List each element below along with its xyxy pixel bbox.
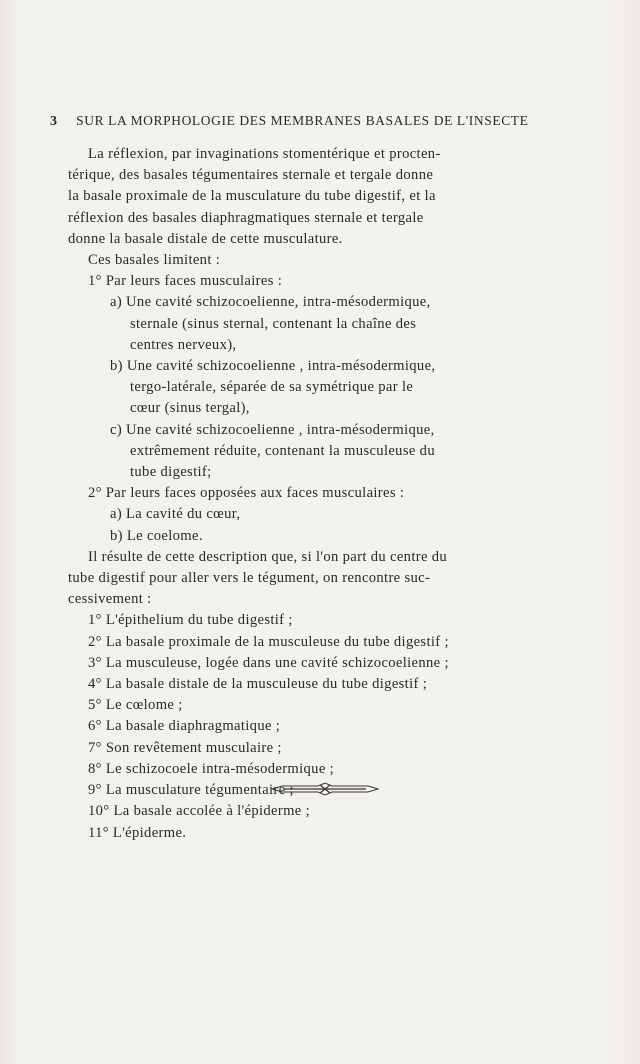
- sub-list-item: b) Le coelome.: [110, 527, 203, 544]
- body-text: [68, 144, 588, 844]
- text-line: Ces basales limitent :: [88, 252, 221, 269]
- text-line: Il résulte de cette description que, si l'on part du centre du: [88, 548, 448, 565]
- text-line: La réflexion, par invaginations stomentérique et procten-: [88, 146, 441, 162]
- text-line: cœur (sinus tergal),: [130, 400, 250, 417]
- list-item: 3° La musculeuse, logée dans une cavité schizocoelienne ;: [88, 654, 449, 671]
- list-item: 8° Le schizocoele intra-mésodermique ;: [88, 760, 335, 777]
- text-line: térique, des basales tégumentaires sternale et tergale donne: [68, 167, 434, 184]
- sub-list-item: b) Une cavité schizocoelienne , intra-mésodermique,: [110, 358, 436, 375]
- sub-list-item: a) La cavité du cœur,: [110, 506, 241, 523]
- list-item: 4° La basale distale de la musculeuse du tube digestif ;: [88, 676, 428, 693]
- text-line: extrêmement réduite, contenant la musculeuse du: [130, 442, 435, 459]
- list-item: 10° La basale accolée à l'épiderme ;: [88, 803, 311, 820]
- text-line: tube digestif;: [130, 464, 212, 481]
- list-item: 2° Par leurs faces opposées aux faces musculaires :: [88, 485, 405, 502]
- ornament-divider-icon: [270, 782, 380, 796]
- list-item: 11° L'épiderme.: [88, 824, 187, 841]
- running-header: [50, 113, 610, 130]
- list-item: 6° La basale diaphragmatique ;: [88, 718, 281, 735]
- text-line: tube digestif pour aller vers le tégument, on rencontre suc-: [68, 570, 431, 587]
- list-item: 2° La basale proximale de la musculeuse du tube digestif ;: [88, 633, 449, 650]
- page-number: 3: [50, 114, 58, 129]
- text-line: la basale proximale de la musculature du tube digestif, et la: [68, 188, 436, 205]
- text-line: réflexion des basales diaphragmatiques sternale et tergale: [68, 209, 424, 226]
- text-line: tergo-latérale, séparée de sa symétrique par le: [130, 379, 414, 396]
- text-line: sternale (sinus sternal, contenant la chaîne des: [130, 315, 417, 332]
- list-item: 1° Par leurs faces musculaires :: [88, 273, 283, 290]
- sub-list-item: c) Une cavité schizocoelienne , intra-mésodermique,: [110, 421, 435, 438]
- list-item: 1° L'épithelium du tube digestif ;: [88, 612, 293, 629]
- list-item: 7° Son revêtement musculaire ;: [88, 739, 282, 756]
- list-item: 9° La musculature tégumentaire ;: [88, 782, 294, 799]
- text-line: centres nerveux),: [130, 336, 237, 353]
- list-item: 5° Le cœlome ;: [88, 697, 183, 714]
- text-line: cessivement :: [68, 591, 152, 608]
- running-title: SUR LA MORPHOLOGIE DES MEMBRANES BASALES DE L'INSECTE: [76, 113, 529, 128]
- text-line: donne la basale distale de cette musculature.: [68, 230, 343, 247]
- sub-list-item: a) Une cavité schizocoelienne, intra-mésodermique,: [110, 294, 431, 311]
